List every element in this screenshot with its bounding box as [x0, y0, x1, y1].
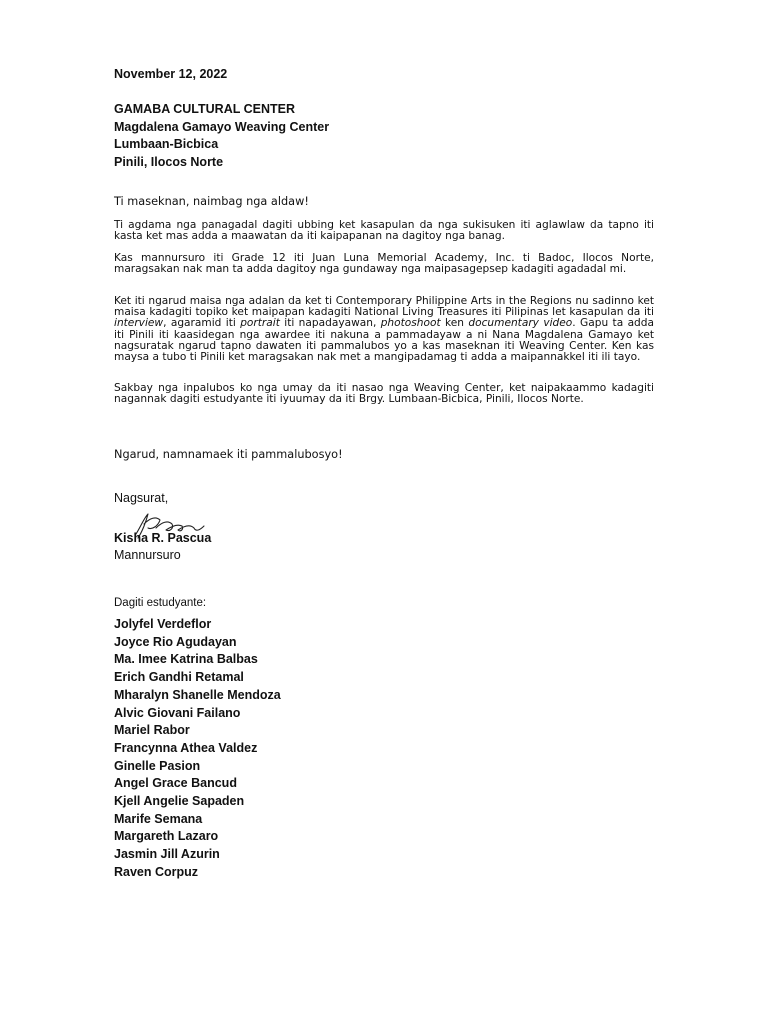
list-item: Francynna Athea Valdez — [114, 740, 258, 755]
paragraph-text: Ti agdama nga panagadal dagiti ubbing ket kasapulan da nga sukisuken iti aglawlaw da tapno iti kasta ket mas adda a maawatan da iti kaipapanan na dagitoy nga banag. — [114, 219, 654, 243]
list-item: Joyce Rio Agudayan — [114, 634, 237, 649]
text-run: , agaramid iti — [163, 317, 241, 330]
recipient-line: Magdalena Gamayo Weaving Center — [114, 120, 330, 134]
list-item: Angel Grace Bancud — [114, 776, 237, 791]
paragraph-3 — [114, 296, 654, 363]
paragraph-4 — [114, 383, 654, 405]
signoff: Nagsurat, — [114, 491, 169, 505]
list-item: Margareth Lazaro — [114, 829, 219, 844]
text-run: . Gapu ta adda iti Pinili iti kaasidegan nga awardee iti nakuna a pammadayaw a ni Nana Magdalena Gamayo ket nagsuratak ngarud tapno dawaten iti pammalubos yo a kas maseknan iti Weaving Center. Ken kas maysa a tubo ti Pinili ket maragsakan nak met a mangipadamag ti adda a maipannakkel iti ili tayo. — [114, 317, 654, 364]
greeting-text: Ti maseknan, naimbag nga aldaw! — [114, 195, 309, 208]
signer-title: Mannursuro — [114, 548, 181, 562]
recipient-line: Lumbaan-Bicbica — [114, 137, 219, 151]
students-heading: Dagiti estudyante: — [114, 597, 207, 609]
closing — [114, 449, 654, 460]
greeting — [114, 196, 654, 207]
italic-run: photoshoot — [380, 317, 441, 330]
italic-run: documentary video — [468, 317, 573, 330]
paragraph-text: Kas mannursuro iti Grade 12 iti Juan Luna Memorial Academy, Inc. ti Badoc, Ilocos Norte, maragsakan nak man ta adda dagitoy nga gundaway nga maipasagepsep kadagiti agadadal mi. — [114, 252, 654, 276]
list-item: Alvic Giovani Failano — [114, 705, 241, 720]
list-item: Kjell Angelie Sapaden — [114, 794, 245, 809]
paragraph-text: Sakbay nga inpalubos ko nga umay da iti nasao nga Weaving Center, ket naipakaammo kadagiti nagannak dagiti estudyante iti iyuumay da iti Brgy. Lumbaan-Bicbica, Pinili, Ilocos Norte. — [114, 382, 654, 406]
italic-run: portrait — [240, 317, 280, 330]
students-list — [114, 616, 281, 882]
closing-text: Ngarud, namnamaek iti pammalubosyo! — [114, 448, 343, 461]
paragraph-text — [114, 296, 654, 363]
signer-name: Kisha R. Pascua — [114, 531, 212, 545]
recipient-line: Pinili, Ilocos Norte — [114, 155, 224, 169]
list-item: Ma. Imee Katrina Balbas — [114, 652, 258, 667]
text-run: iti napadayawan, — [279, 317, 381, 330]
list-item: Mharalyn Shanelle Mendoza — [114, 687, 281, 702]
text-run: Ket iti ngarud maisa nga adalan da ket ti Contemporary Philippine Arts in the Regions nu sadinno ket maisa kadagiti topiko ket maipapan kadagiti National Living Treasures iti Pilipinas let kasapulan da iti — [114, 295, 654, 319]
paragraph-2 — [114, 253, 654, 275]
recipient-line: GAMABA CULTURAL CENTER — [114, 102, 296, 116]
list-item: Ginelle Pasion — [114, 758, 201, 773]
italic-run: interview — [114, 317, 164, 330]
letter-date: November 12, 2022 — [114, 67, 228, 81]
list-item: Jolyfel Verdeflor — [114, 617, 212, 631]
text-run: ken — [440, 317, 469, 330]
paragraph-1 — [114, 220, 654, 242]
list-item: Raven Corpuz — [114, 864, 199, 879]
list-item: Erich Gandhi Retamal — [114, 670, 244, 685]
list-item: Marife Semana — [114, 811, 203, 826]
list-item: Mariel Rabor — [114, 723, 190, 738]
list-item: Jasmin Jill Azurin — [114, 847, 220, 862]
